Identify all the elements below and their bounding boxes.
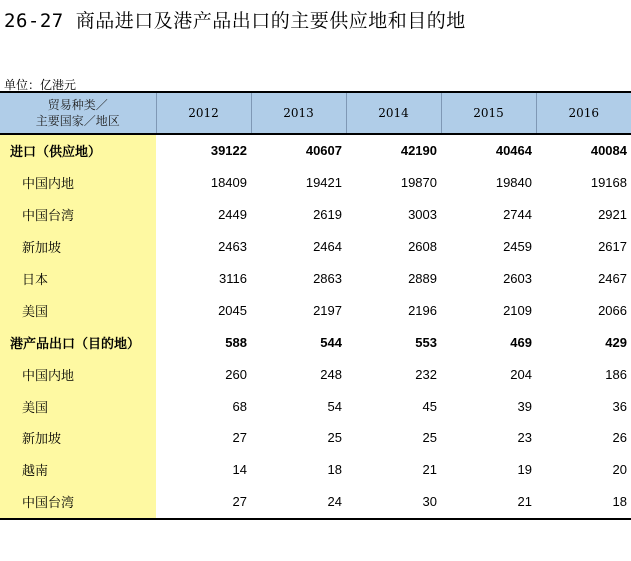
value-cell: 2921 xyxy=(598,207,627,223)
value-cell: 2619 xyxy=(313,207,342,223)
table-row xyxy=(0,454,631,486)
corner-header xyxy=(0,92,156,134)
value-cell: 3116 xyxy=(219,271,247,286)
value-cell: 24 xyxy=(251,486,346,519)
value-cell: 19421 xyxy=(305,175,342,191)
value-cell: 18 xyxy=(536,486,631,519)
value-cell: 19 xyxy=(517,462,532,478)
row-label: 新加坡 xyxy=(0,422,156,454)
value-cell: 2197 xyxy=(313,302,342,318)
year-header: 2012 xyxy=(156,92,251,134)
table-row xyxy=(0,199,631,231)
table-row xyxy=(0,358,631,390)
value-cell: 2464 xyxy=(313,239,342,255)
year-header: 2016 xyxy=(536,92,631,134)
row-label: 越南 xyxy=(0,454,156,486)
value-cell: 21 xyxy=(422,462,437,478)
table-row xyxy=(0,231,631,263)
value-cell: 544 xyxy=(320,334,342,350)
value-cell: 19840 xyxy=(495,175,532,191)
value-cell: 260 xyxy=(225,366,247,382)
value-cell: 54 xyxy=(327,398,342,414)
table-section-row xyxy=(0,326,631,358)
row-label: 中国内地 xyxy=(0,358,156,390)
corner-header-line1: 贸易种类／ xyxy=(47,98,108,112)
value-cell: 27 xyxy=(232,430,247,446)
value-cell: 40464 xyxy=(495,143,532,159)
value-cell: 68 xyxy=(232,398,247,414)
value-cell: 25 xyxy=(422,430,437,446)
value-cell: 23 xyxy=(517,430,532,446)
value-cell: 2863 xyxy=(313,271,342,286)
value-cell: 18 xyxy=(327,462,342,478)
table-body xyxy=(0,134,631,519)
row-label: 中国内地 xyxy=(0,167,156,199)
value-cell: 19168 xyxy=(590,175,627,191)
value-cell: 20 xyxy=(612,462,627,478)
value-cell: 429 xyxy=(605,334,627,350)
value-cell: 2603 xyxy=(503,271,532,286)
table-row xyxy=(0,167,631,199)
value-cell: 3003 xyxy=(408,207,437,223)
table-row xyxy=(0,294,631,326)
value-cell: 248 xyxy=(320,366,342,382)
year-header: 2013 xyxy=(251,92,346,134)
value-cell: 2109 xyxy=(503,302,532,318)
header-row xyxy=(0,92,631,134)
table-row xyxy=(0,422,631,454)
row-label: 中国台湾 xyxy=(0,199,156,231)
value-cell: 2467 xyxy=(598,271,627,286)
value-cell: 40607 xyxy=(305,143,342,159)
value-cell: 36 xyxy=(612,398,627,414)
value-cell: 2066 xyxy=(598,302,627,318)
value-cell: 232 xyxy=(415,366,437,382)
value-cell: 2608 xyxy=(408,239,437,255)
value-cell: 2459 xyxy=(503,239,532,255)
corner-header-line2: 主要国家／地区 xyxy=(35,114,120,128)
value-cell: 27 xyxy=(156,486,251,519)
value-cell: 469 xyxy=(510,334,532,350)
value-cell: 2889 xyxy=(408,271,437,286)
row-label: 中国台湾 xyxy=(0,486,156,519)
row-label: 日本 xyxy=(0,263,156,295)
value-cell: 45 xyxy=(422,398,437,414)
row-label: 港产品出口（目的地） xyxy=(0,326,156,358)
row-label: 新加坡 xyxy=(0,231,156,263)
table-number: 26-27 xyxy=(4,10,64,32)
table-row xyxy=(0,263,631,295)
value-cell: 26 xyxy=(612,430,627,446)
value-cell: 204 xyxy=(510,366,532,382)
table-row xyxy=(0,486,631,519)
value-cell: 2196 xyxy=(408,302,437,318)
value-cell: 18409 xyxy=(210,175,247,191)
row-label: 进口（供应地） xyxy=(0,134,156,167)
value-cell: 186 xyxy=(605,366,627,382)
value-cell: 42190 xyxy=(400,143,437,159)
value-cell: 2449 xyxy=(218,207,247,223)
table-row xyxy=(0,390,631,422)
value-cell: 2744 xyxy=(503,207,532,223)
table-section-row xyxy=(0,134,631,167)
value-cell: 40084 xyxy=(590,143,627,159)
year-header: 2015 xyxy=(441,92,536,134)
row-label: 美国 xyxy=(0,390,156,422)
value-cell: 2463 xyxy=(218,239,247,255)
value-cell: 30 xyxy=(346,486,441,519)
row-label: 美国 xyxy=(0,294,156,326)
value-cell: 553 xyxy=(415,334,437,350)
unit-label: 单位：亿港元 xyxy=(4,78,77,92)
value-cell: 588 xyxy=(225,334,247,350)
value-cell: 14 xyxy=(232,462,247,478)
value-cell: 25 xyxy=(327,430,342,446)
value-cell: 19870 xyxy=(400,175,437,191)
value-cell: 21 xyxy=(441,486,536,519)
data-table xyxy=(0,91,631,520)
value-cell: 39 xyxy=(517,398,532,414)
value-cell: 2617 xyxy=(598,239,627,255)
table-title: 商品进口及港产品出口的主要供应地和目的地 xyxy=(75,10,466,32)
year-header: 2014 xyxy=(346,92,441,134)
value-cell: 2045 xyxy=(218,302,247,318)
page-title xyxy=(4,6,466,33)
value-cell: 39122 xyxy=(210,143,247,159)
